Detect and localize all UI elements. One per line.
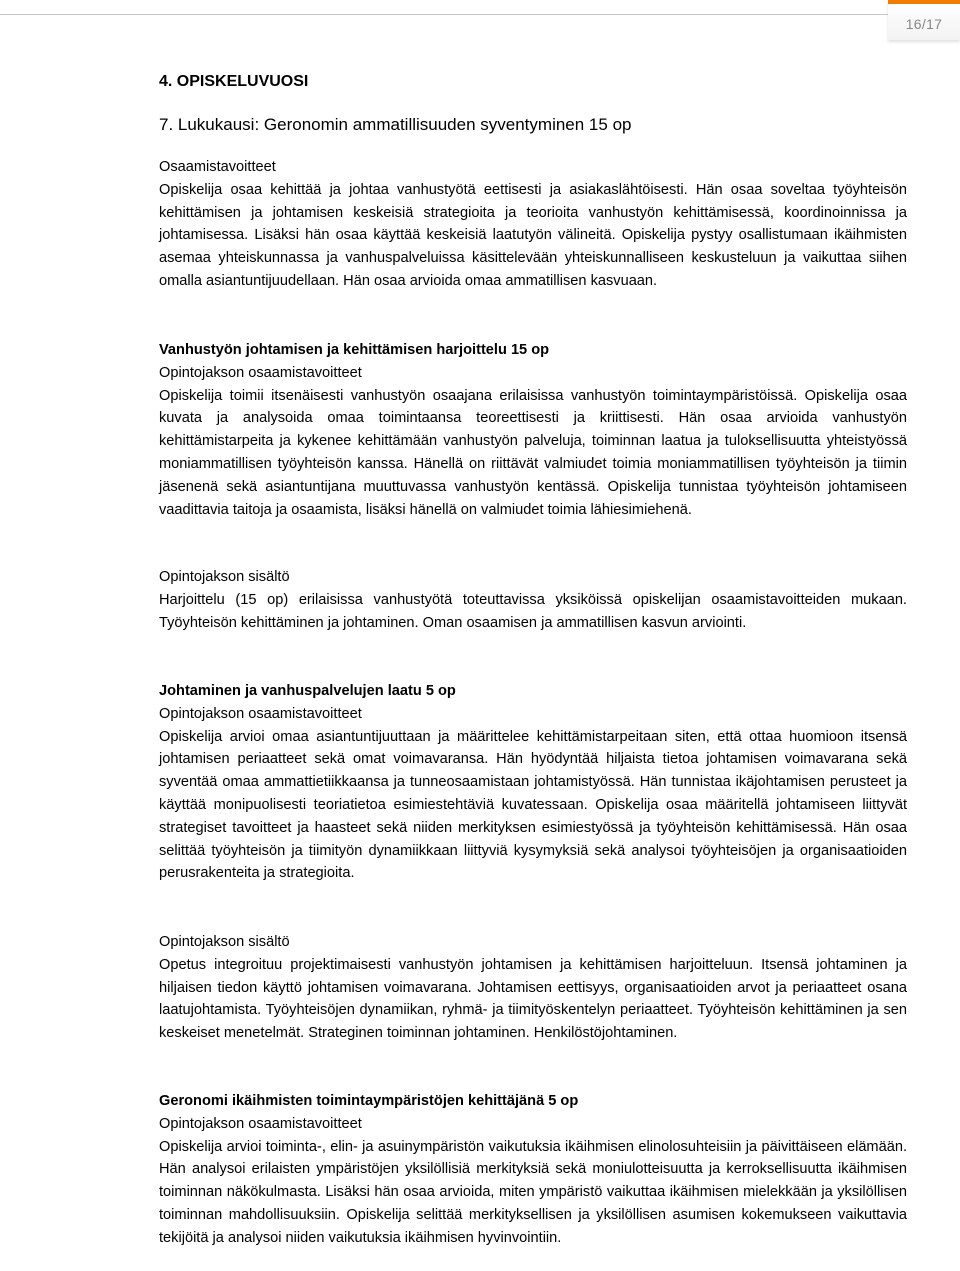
course2-content-heading: Opintojakson sisältö	[159, 934, 290, 950]
header-rule	[0, 14, 888, 15]
semester-title: 7. Lukukausi: Geronomin ammatillisuuden syventyminen 15 op	[159, 115, 632, 134]
intro-section	[159, 156, 907, 293]
course2-goals-text: Opiskelija arvioi omaa asiantuntijuuttaan ja määrittelee kehittämistarpeitaan siten, että ottaa huomioon itsensä johtamisen periaatteet sekä omat voimavaransa. Hän hyödyntää hiljaista tietoa johtamisen voimavarana sekä syventää omaa ammattietiikkaansa ja tunneosaamistaan johtamistyössä. Hän tunnistaa ikäjohtamisen perusteet ja käyttää monipuolisesti teoriatietoa esimiestehtäviä kuvatessaan. Opiskelija osaa määritellä johtamiseen liittyvät strategiset tavoitteet ja haasteet sekä niiden merkityksen esimiestyössä ja työyhteisön kehittämisessä. Hän osaa selittää työyhteisön ja tiimityön dynamiikkaan liittyviä kysymyksiä sekä analysoi työyhteisöjen ja organisaatioiden perusrakenteita ja strategioita.	[159, 728, 907, 882]
course2-title: Johtaminen ja vanhuspalvelujen laatu 5 op	[159, 683, 456, 699]
course2-section	[159, 680, 907, 885]
course3-goals-heading: Opintojakson osaamistavoitteet	[159, 1115, 362, 1132]
course3-title: Geronomi ikäihmisten toimintaympäristöjen kehittäjänä 5 op	[159, 1093, 579, 1109]
course1-content-heading: Opintojakson sisältö	[159, 569, 290, 585]
page-number: 16/17	[905, 16, 943, 32]
course3-goals-text: Opiskelija arvioi toiminta-, elin- ja asuinympäristön vaikutuksia ikäihmisen elinolosuhteisiin ja päivittäiseen elämään. Hän analysoi erilaisten ympäristöjen yksilöllisiä merkityksiä sekä moniulotteisuutta ja kerroksellisuutta ikäihmisen toiminnan näkökulmasta. Lisäksi hän osaa arvioida, miten ympäristö vaikuttaa ikäihmisen mielekkään ja yksilöllisen toiminnan mahdollisuuksiin. Opiskelija selittää merkityksellisen ja yksilöllisen asumisen kokemukseen vaikuttavia tekijöitä ja analysoi niiden vaikutuksia ikäihmisen hyvinvointiin.	[159, 1138, 907, 1246]
course1-goals-text: Opiskelija toimii itsenäisesti vanhustyön osaajana erilaisissa vanhustyön toimintaympäristöissä. Opiskelija osaa kuvata ja analysoida omaa toimintaansa teoreettisesti ja kriittisesti. Hän osaa arvioida vanhustyön kehittämistarpeita ja kykenee kehittämään vanhustyön palveluja, toiminnan laatua ja tuloksellisuutta yhteistyössä moniammatillisen työyhteisön kanssa. Hänellä on riittävät valmiudet toimia moniammatillisen työyhteisön ja tiimin jäsenenä sekä asiantuntijana muuttuvassa vanhustyön kentässä. Opiskelija tunnistaa työyhteisön johtamiseen vaadittavia taitoja ja osaamista, lisäksi hänellä on valmiudet toimia lähiesimiehenä.	[159, 387, 907, 518]
course2-content-section	[159, 931, 907, 1045]
course1-title: Vanhustyön johtamisen ja kehittämisen harjoittelu 15 op	[159, 342, 550, 358]
page-number-tab	[888, 0, 960, 40]
course2-content-text: Opetus integroituu projektimaisesti vanhustyön johtamisen ja kehittämisen harjoitteluun. Itsensä johtaminen ja hiljaisen tiedon käyttö johtamisen voimavarana. Johtamisen eettisyys, organisaatioiden arvot ja periaatteet osana laatujohtamista. Työyhteisöjen dynamiikan, ryhmä- ja tiimityöskentelyn periaatteet. Työyhteisön kehittäminen ja sen keskeiset menetelmät. Strateginen toiminnan johtaminen. Henkilöstöjohtaminen.	[159, 956, 907, 1042]
course3-section	[159, 1090, 907, 1250]
course1-content-section	[159, 566, 907, 634]
course1-goals-heading: Opintojakson osaamistavoitteet	[159, 364, 362, 381]
course2-goals-heading: Opintojakson osaamistavoitteet	[159, 705, 362, 722]
chapter-title: 4. OPISKELUVUOSI	[159, 73, 309, 90]
intro-text: Opiskelija osaa kehittää ja johtaa vanhustyötä eettisesti ja asiakaslähtöisesti. Hän osaa soveltaa työyhteisön kehittämisen ja johtamisen keskeisiä strategioita ja teorioita vanhustyön kehittämisessä, koordinoinnissa ja johtamisessa. Lisäksi hän osaa käyttää keskeisiä laatutyön välineitä. Opiskelija pystyy osallistumaan ikäihmisten asemaa yhteiskunnassa ja vanhuspalveluissa käsittelevään yhteiskunnalliseen keskusteluun ja vaikuttaa siihen omalla asiantuntijuudellaan. Hän osaa arvioida omaa ammatillisen kasvuaan.	[159, 181, 907, 289]
course1-section	[159, 339, 907, 521]
intro-heading: Osaamistavoitteet	[159, 159, 276, 175]
course1-content-text: Harjoittelu (15 op) erilaisissa vanhustyötä toteuttavissa yksiköissä opiskelijan osaamistavoitteiden mukaan. Työyhteisön kehittäminen ja johtaminen. Oman osaamisen ja ammatillisen kasvun arviointi.	[159, 591, 907, 631]
